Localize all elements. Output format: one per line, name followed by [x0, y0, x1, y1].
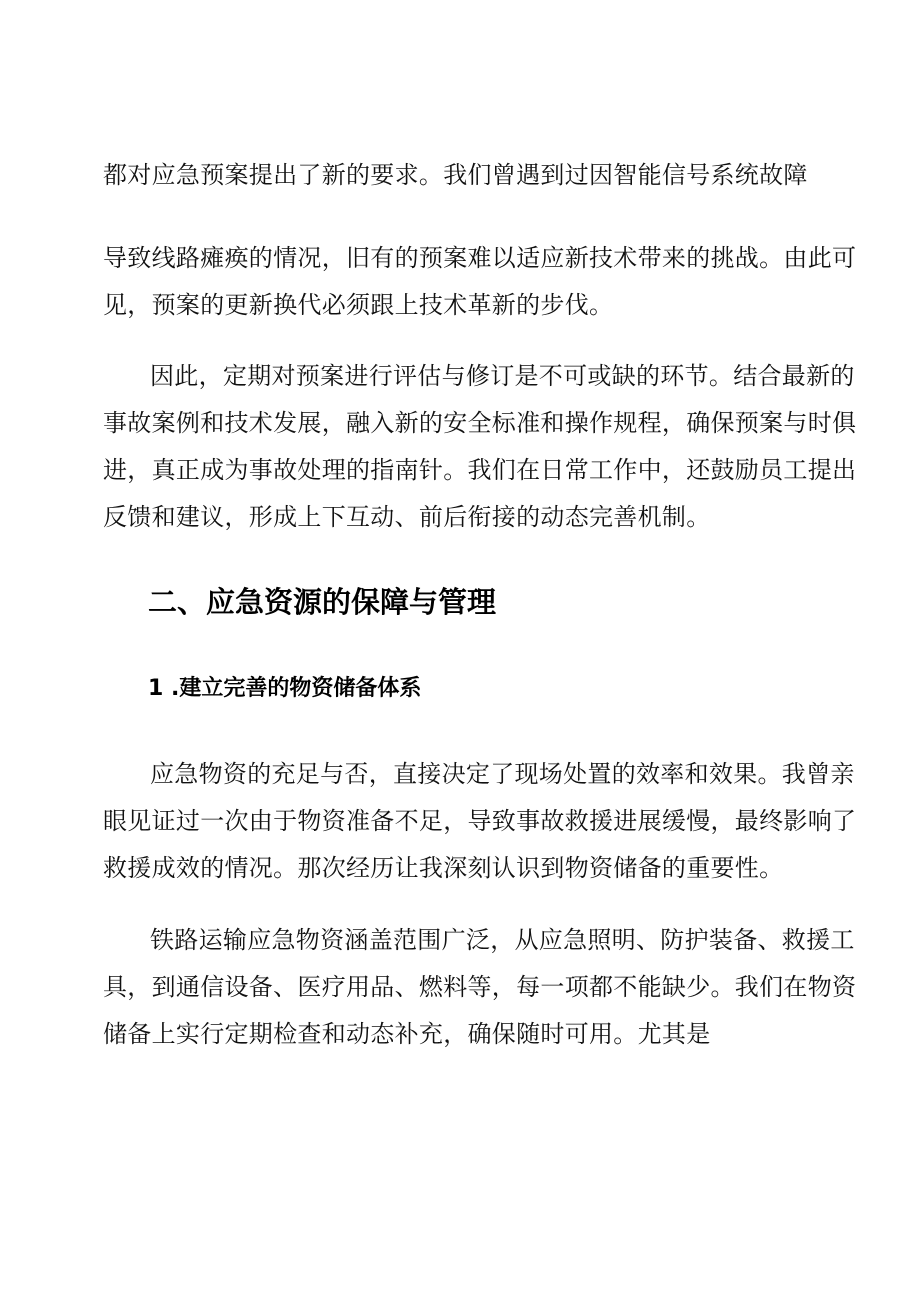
- paragraph-line: 事故案例和技术发展，融入新的安全标准和操作规程，确保预案与时俱: [103, 409, 857, 437]
- paragraph-line: 见，预案的更新换代必须跟上技术革新的步伐。: [103, 291, 614, 319]
- paragraph-line: 具，到通信设备、医疗用品、燃料等，每一项都不能缺少。我们在物资: [103, 973, 857, 1001]
- section-heading: 二、应急资源的保障与管理: [148, 585, 497, 619]
- subsection-heading: 1 .建立完善的物资储备体系: [148, 676, 422, 701]
- paragraph-line: 救援成效的情况。那次经历让我深刻认识到物资储备的重要性。: [103, 854, 784, 882]
- paragraph-line: 进，真正成为事故处理的指南针。我们在日常工作中，还鼓励员工提出: [103, 456, 857, 484]
- paragraph-line: 储备上实行定期检查和动态补充，确保随时可用。尤其是: [103, 1020, 711, 1048]
- paragraph-line: 导致线路瘫痪的情况，旧有的预案难以适应新技术带来的挑战。由此可: [103, 244, 857, 272]
- paragraph-line: 反馈和建议，形成上下互动、前后衔接的动态完善机制。: [103, 503, 711, 531]
- paragraph-line: 都对应急预案提出了新的要求。我们曾遇到过因智能信号系统故障: [103, 161, 808, 189]
- paragraph-line: 铁路运输应急物资涵盖范围广泛，从应急照明、防护装备、救援工: [150, 926, 855, 954]
- paragraph-line: 因此，定期对预案进行评估与修订是不可或缺的环节。结合最新的: [150, 362, 855, 390]
- paragraph-line: 应急物资的充足与否，直接决定了现场处置的效率和效果。我曾亲: [150, 760, 855, 788]
- paragraph-line: 眼见证过一次由于物资准备不足，导致事故救援进展缓慢，最终影响了: [103, 807, 857, 835]
